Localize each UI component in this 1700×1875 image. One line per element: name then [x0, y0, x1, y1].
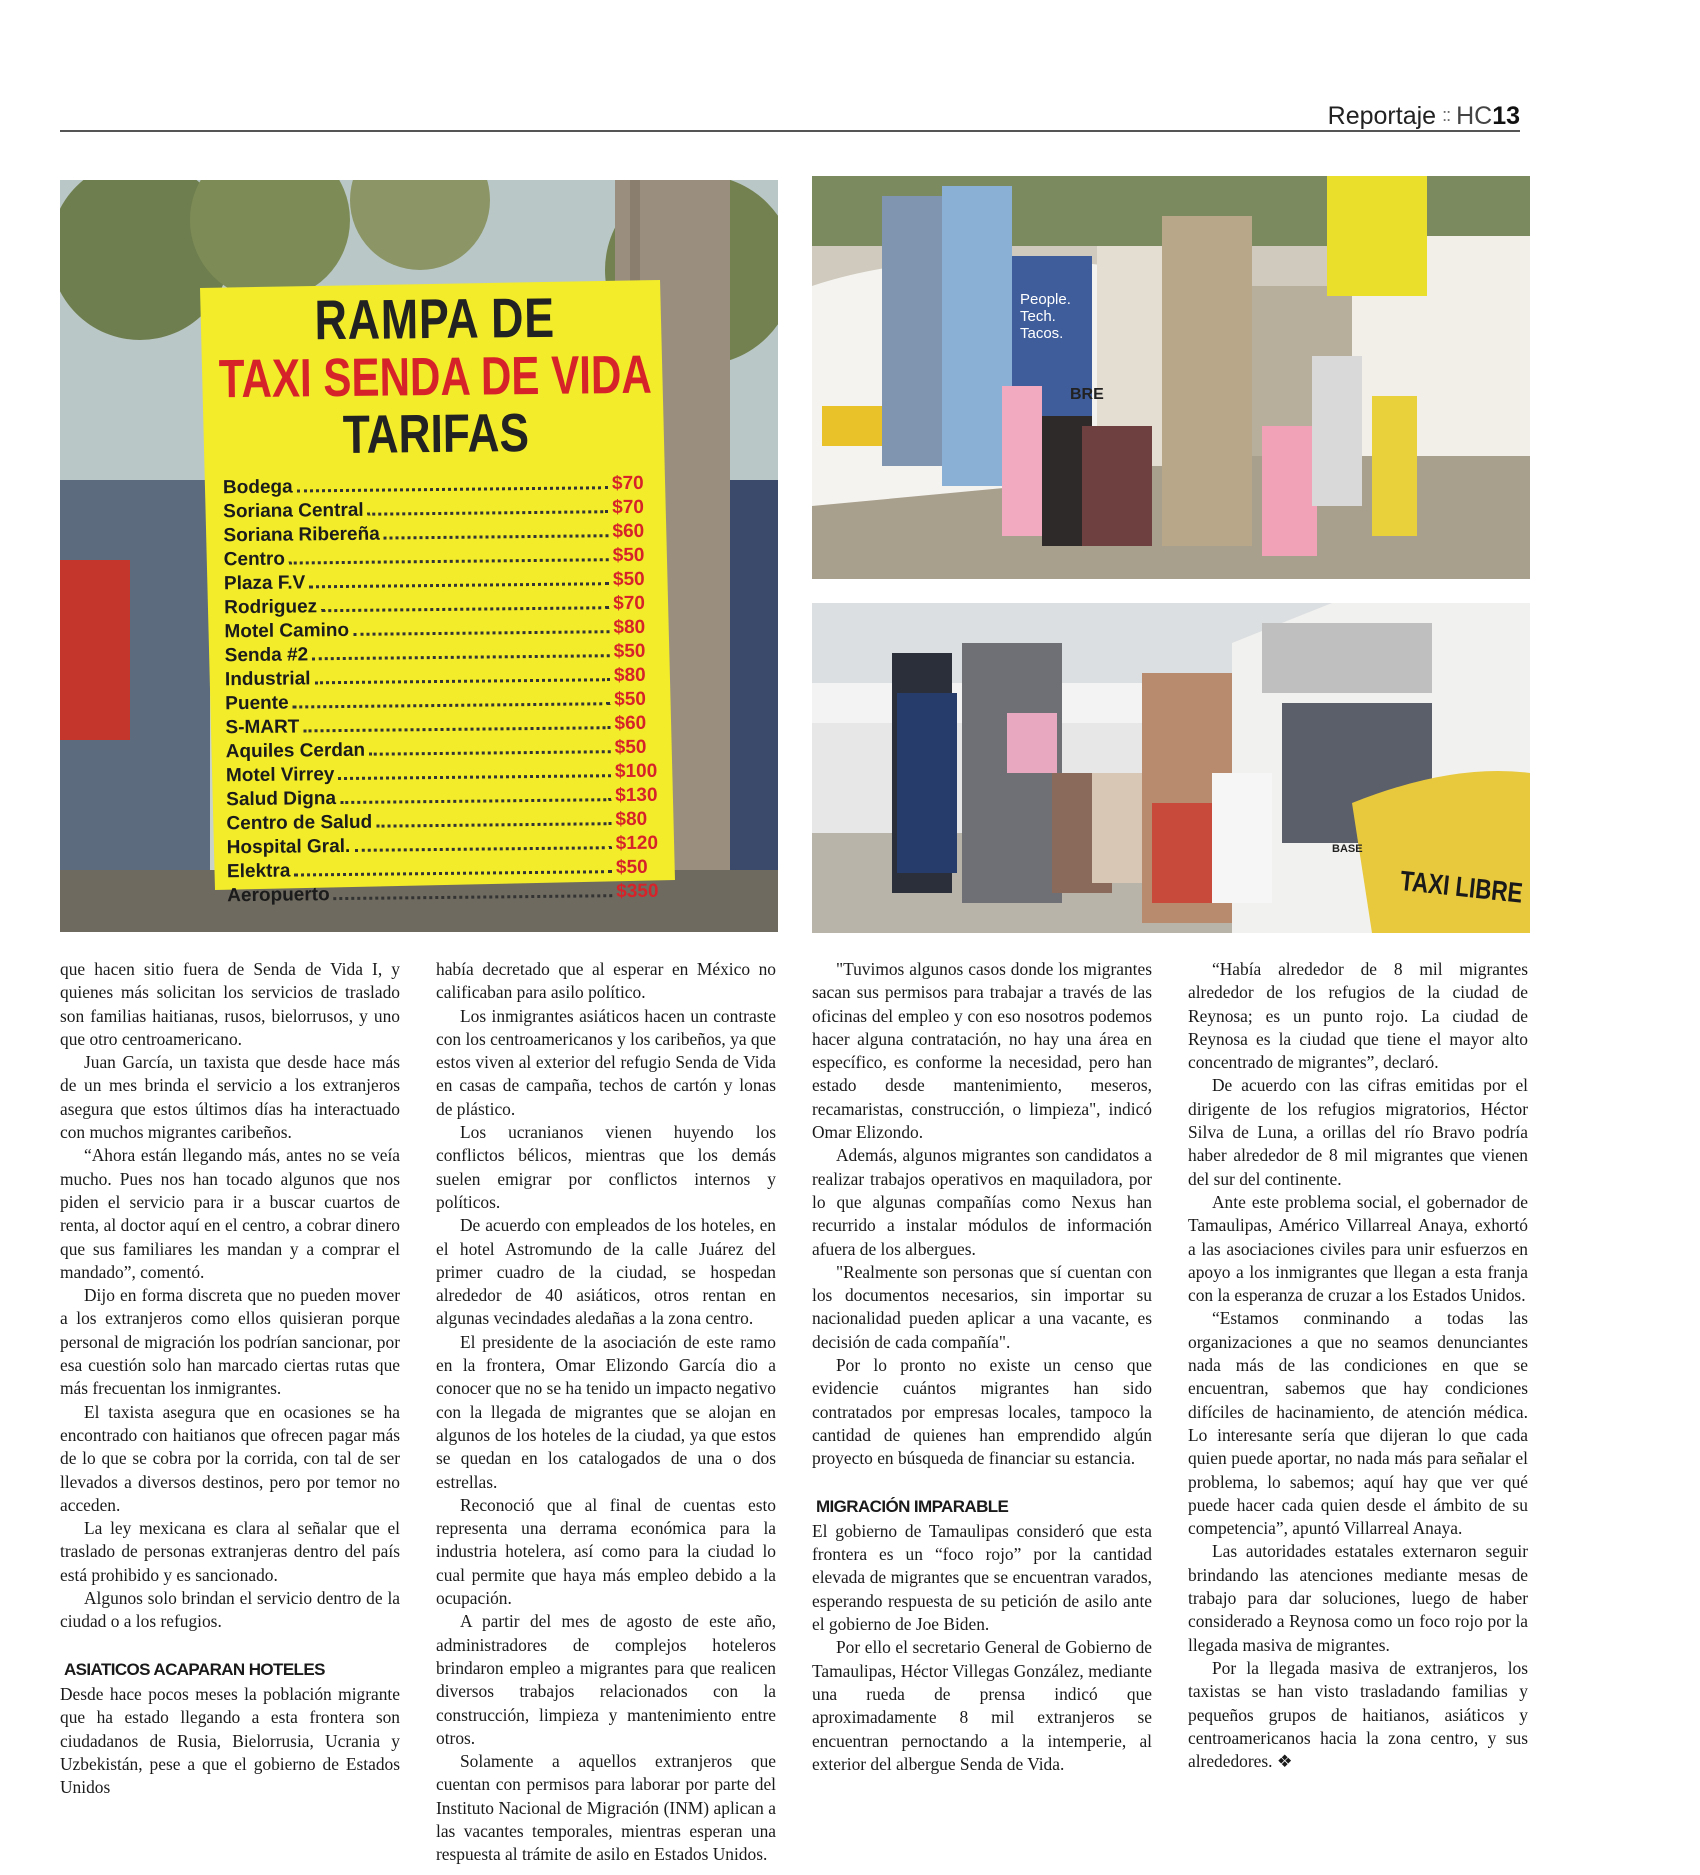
photo-migrants-luggage: [812, 176, 1530, 579]
tariff-price: $50: [615, 856, 648, 879]
taxi-libre-text: TAXI LIBRE: [1398, 865, 1525, 909]
paragraph: Además, algunos migrantes son candidatos a realizar trabajos operativos en maquiladora, por lo que algunas compañías como Nexus han recurrido a instalar módulos de información afuera de los albergues.: [812, 1145, 1152, 1259]
page-header: [60, 100, 1520, 132]
tariff-dots: [312, 654, 610, 660]
paragraph: “Había alrededor de 8 mil migrantes alrededor de los refugios de la ciudad de Reynosa; es un punto rojo. La ciudad de Reynosa es la ciudad que tiene el mayor alto concentrado de migrantes”, declaró.: [1188, 959, 1528, 1073]
sign-title-line3: TARIFAS: [342, 403, 530, 465]
paragraph: A partir del mes de agosto de este año, administradores de complejos hoteleros brindaron empleo a migrantes para que realicen diversos trabajos relacionados con la construcción, limpieza y mantenimiento entre otros.: [436, 1611, 776, 1748]
tariff-price: $130: [615, 784, 658, 807]
tariff-dots: [354, 846, 611, 852]
tariff-dots: [294, 870, 612, 876]
tariff-price: $100: [614, 760, 658, 783]
tariff-price: $70: [611, 472, 644, 495]
paragraph: Ante este problema social, el gobernador de Tamaulipas, Américo Villarreal Anaya, exhortó a las asociaciones civiles para unir esfuerzos en apoyo a los inmigrantes que llegan a esta franja con la esperanza de cruzar a los Estados Unidos.: [1188, 1191, 1528, 1306]
taxi-base-text: BASE: [1332, 843, 1363, 855]
paragraph: Desde hace pocos meses la población migrante que ha estado llegando a esta frontera son ciudadanos de Rusia, Bielorrusia, Ucrania y Uzbekistán, pese a que el gobierno de Estados Unidos: [60, 1683, 400, 1798]
tariff-price: $50: [612, 568, 645, 591]
paragraph: De acuerdo con empleados de los hoteles, en el hotel Astromundo de la calle Juárez del primer cuadro de la ciudad, se hospedan alrededor de 40 asiáticos, otros rentan en algunas vecindades aledañas a la zona centro.: [436, 1215, 776, 1329]
tariff-place: Hospital Gral.: [226, 835, 351, 859]
section-name: Reportaje: [1327, 102, 1437, 130]
tariff-price: $120: [615, 832, 659, 855]
sign-title-line2: TAXI SENDA DE VIDA: [218, 344, 653, 410]
tariff-place: Centro de Salud: [226, 811, 373, 835]
sign-content: [207, 285, 668, 907]
paragraph: Dijo en forma discreta que no pueden mover a los extranjeros como ellos quisieran porque personal de migración los podrían sancionar, por esa cuestión solo han marcado ciertas rutas que más frecuentan los inmigrantes.: [60, 1285, 400, 1399]
paragraph: Por la llegada masiva de extranjeros, los taxistas se han visto trasladando familias y pequeños grupos de haitianos, asiáticos y centroamericanos hacia la zona centro, y sus alrededores. ❖: [1188, 1657, 1528, 1772]
tariff-price: $50: [614, 736, 647, 759]
tariff-price: $50: [612, 544, 645, 567]
tariff-price: $50: [613, 640, 646, 663]
paragraph: De acuerdo con las cifras emitidas por el dirigente de los refugios migratorios, Héctor Silva de Luna, a orillas del río Bravo podría haber alrededor de 8 mil migrantes que vienen del sur del continente.: [1188, 1075, 1528, 1189]
tariff-price: $70: [612, 496, 645, 519]
tariff-price: $50: [614, 688, 647, 711]
article-column-3: [812, 958, 1152, 1776]
paragraph: Solamente a aquellos extranjeros que cuentan con permisos para laborar por parte del Instituto Nacional de Migración (INM) aplican a las vacantes temporales, mientras esperan una respuesta al trámite de asilo en Estados Unidos.: [436, 1751, 776, 1865]
tariff-place: Industrial: [224, 668, 311, 691]
tariff-place: Rodriguez: [224, 596, 318, 619]
tariff-place: Aeropuerto: [227, 884, 330, 907]
section-label: [1328, 102, 1520, 131]
tariff-place: Puente: [225, 692, 289, 715]
tariff-place: Salud Digna: [226, 788, 337, 811]
paragraph: que hacen sitio fuera de Senda de Vida I, y quienes más solicitan los servicios de traslado son familias haitianas, rusos, bielorrusos, y uno que otro centroamericano.: [60, 959, 400, 1049]
tariff-dots: [368, 510, 609, 516]
paragraph: “Ahora están llegando más, antes no se veía mucho. Pues nos han tocado algunos que nos piden el servicio para ir a buscar cuartos de renta, al doctor aquí en el centro, a cobrar dinero que sus familiares les mandan y a comprar el mandado”, comentó.: [60, 1145, 400, 1282]
subheading-asiaticos: ASIATICOS ACAPARAN HOTELES: [64, 1659, 325, 1679]
tariff-dots: [338, 774, 611, 780]
paragraph: Reconoció que al final de cuentas esto representa una derrama económica para la industria hotelera, así como para la ciudad lo cual permite que haya más empleo debido a la ocupación.: [436, 1494, 776, 1609]
tariff-list: [209, 472, 668, 909]
tariff-row: [227, 880, 668, 909]
article-column-2: [436, 958, 776, 1867]
paragraph: El taxista asegura que en ocasiones se ha encontrado con haitianos que ofrecen pagar más de lo que se cobra por la corrida, con tal de ser llevados a diversos destinos, pero por temor no acceden.: [60, 1401, 400, 1515]
tariff-price: $60: [614, 712, 647, 735]
tariff-price: $80: [615, 808, 648, 831]
paragraph: El presidente de la asociación de este ramo en la frontera, Omar Elizondo García dio a conocer que no se ha tenido un impacto negativo con la llegada de migrantes que se alojan en algunos de los hoteles de la ciudad, ya que estos se quedan en los catalogados de una o dos estrellas.: [436, 1331, 776, 1492]
tariff-price: $80: [613, 616, 646, 639]
tariff-price: $70: [613, 592, 646, 615]
tariff-place: S-MART: [225, 716, 300, 739]
tariff-dots: [297, 486, 608, 492]
shirt-text: People. Tech. Tacos.: [1020, 291, 1071, 342]
article-column-4: [1188, 958, 1528, 1773]
tariff-dots: [293, 702, 611, 708]
paragraph: “Estamos conminando a todas las organizaciones a que no seamos denunciantes nada más de las condiciones en que se encuentran, sabemos que hay condiciones difíciles de hacinamiento, de atención médica. Lo interesante sería que dijeran lo que cada quien puede aportar, no nada más para señalar el problema, lo sabemos; aquí hay que ver qué puede hacer cada quien desde el ámbito de su competencia”, apuntó Villarreal Anaya.: [1188, 1308, 1528, 1539]
paragraph: Los inmigrantes asiáticos hacen un contraste con los centroamericanos y los caribeños, ya que estos viven al exterior del refugio Senda de Vida en casas de campaña, techos de cartón y lonas de plástico.: [436, 1005, 776, 1119]
tariff-place: Soriana Central: [223, 499, 364, 523]
tariff-dots: [340, 798, 611, 804]
page-number: 13: [1492, 102, 1520, 130]
tariff-place: Motel Camino: [224, 619, 350, 643]
tariff-dots: [376, 822, 611, 827]
paragraph: Juan García, un taxista que desde hace más de un mes brinda el servicio a los extranjeros asegura que estos últimos días ha interactuado con muchos migrantes caribeños.: [60, 1052, 400, 1143]
tariff-dots: [369, 750, 611, 756]
paragraph: La ley mexicana es clara al señalar que el traslado de personas extranjeras dentro del país está prohibido y es sancionado.: [60, 1518, 400, 1585]
tariff-dots: [289, 558, 609, 564]
tariff-place: Motel Virrey: [225, 764, 335, 787]
paragraph: El gobierno de Tamaulipas consideró que esta frontera es un “foco rojo” por la cantidad elevada de migrantes que se encuentran varados, esperando respuesta de su petición de asilo ante el gobierno de Joe Biden.: [812, 1520, 1152, 1635]
paragraph: había decretado que al esperar en México no calificaban para asilo político.: [436, 959, 776, 1003]
tariff-place: Soriana Ribereña: [223, 523, 380, 547]
paragraph: Por ello el secretario General de Gobierno de Tamaulipas, Héctor Villegas González, mediante una rueda de prensa indicó que aproximadamente 8 mil extranjeros se encuentran pernoctando a la intemperie, al exterior del albergue Senda de Vida.: [812, 1637, 1152, 1774]
tariff-place: Plaza F.V: [223, 572, 306, 595]
tariff-dots: [315, 678, 610, 684]
photo-taxi-boarding: [812, 603, 1530, 933]
tariff-dots: [384, 534, 609, 539]
subheading-migracion: MIGRACIÓN IMPARABLE: [816, 1496, 1009, 1516]
tariff-place: Aquiles Cerdan: [225, 739, 366, 763]
tariff-price: $60: [612, 520, 645, 543]
publication-name: HC: [1456, 102, 1493, 130]
paragraph: Algunos solo brindan el servicio dentro de la ciudad o a los refugios.: [60, 1588, 400, 1632]
tariff-dots: [321, 606, 609, 612]
paragraph: Por lo pronto no existe un censo que evidencie cuántos migrantes han sido contratados por empresas locales, tampoco la cantidad de quienes han emprendido algún proyecto en búsqueda de financiar su estancia.: [812, 1355, 1152, 1469]
sign-title-line1: RAMPA DE: [314, 285, 556, 352]
paragraph: Las autoridades estatales externaron seguir brindando las atenciones mediante mesas de trabajo para dar soluciones, luego de haber considerado a Reynosa como un foco rojo por la llegada masiva de migrantes.: [1188, 1541, 1528, 1655]
tariff-price: $80: [613, 664, 646, 687]
photo-taxi-sign: [60, 180, 778, 932]
separator-dots: ::: [1442, 105, 1451, 125]
tariff-dots: [353, 630, 609, 636]
paragraph: Los ucranianos vienen huyendo los conflictos bélicos, mientras que los demás suelen emigrar por conflictos internos y políticos.: [436, 1122, 776, 1212]
taxi-door-text: BRE: [1070, 386, 1104, 403]
tariff-dots: [309, 582, 609, 588]
tariff-place: Centro: [223, 548, 286, 571]
tariff-dots: [334, 894, 613, 900]
paragraph: "Realmente son personas que sí cuentan con los documentos necesarios, sin importar su nacionalidad pueden aplicar a una vacante, es decisión de cada compañía".: [812, 1261, 1152, 1352]
paragraph: "Tuvimos algunos casos donde los migrantes sacan sus permisos para trabajar a través de las oficinas del empleo y con eso nosotros podemos hacer alguna contratación, no hay una área en específico, es conforme la necesidad, pero han estado desde mantenimiento, meseros, recamaristas, construcción, o limpieza", indicó Omar Elizondo.: [812, 959, 1152, 1143]
tariff-place: Bodega: [222, 476, 293, 499]
tariff-price: $350: [616, 880, 659, 903]
article-column-1: [60, 958, 400, 1799]
tariff-place: Elektra: [226, 860, 291, 883]
tariff-dots: [303, 726, 610, 732]
tariff-place: Senda #2: [224, 644, 309, 667]
